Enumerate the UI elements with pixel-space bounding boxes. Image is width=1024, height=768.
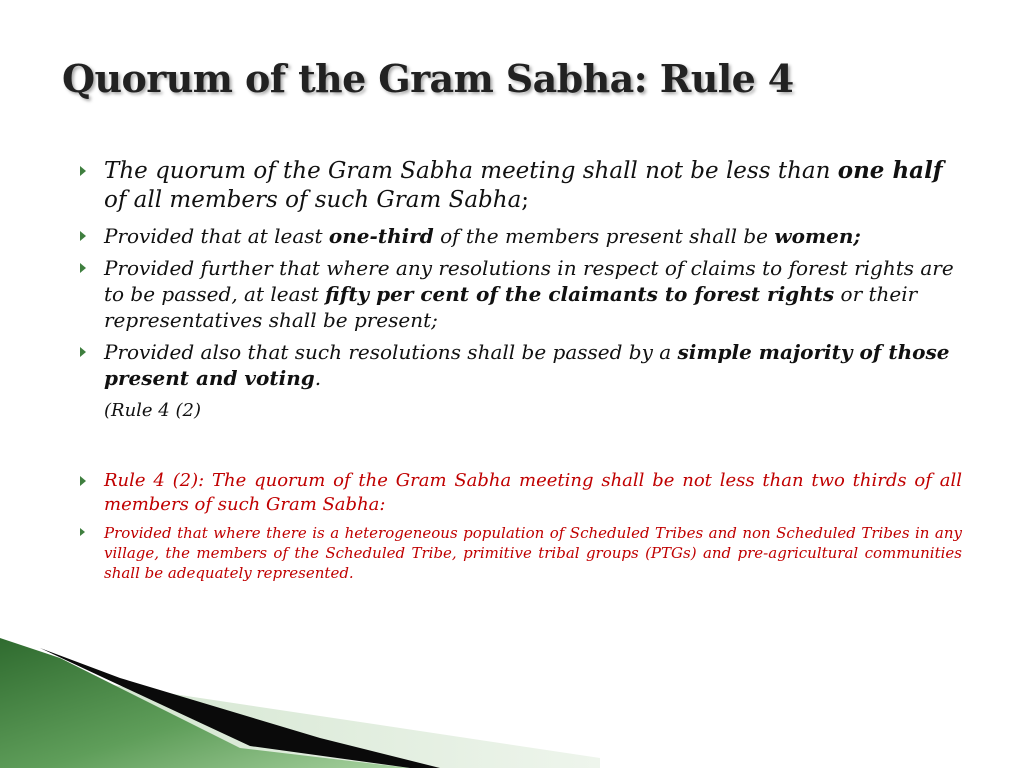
bullet-point-rule-4-2	[78, 469, 962, 517]
emphasis-text: one half	[837, 157, 943, 184]
text-segment: Provided that at least	[104, 224, 329, 248]
slide-title: Quorum of the Gram Sabha: Rule 4	[62, 56, 794, 101]
slide-body	[78, 156, 962, 583]
text-segment: Rule 4 (2): The quorum of the Gram Sabha meeting shall be not less than two thirds of all members of such Gram Sabha:	[104, 470, 962, 515]
decorative-corner-swoosh	[0, 638, 1024, 768]
emphasis-text: one-third	[328, 224, 434, 248]
bullet-point-women	[78, 223, 962, 249]
text-segment: Provided that where there is a heterogeneous population of Scheduled Tribes and non Scheduled Tribes in any village, the members of the Scheduled Tribe, primitive tribal groups (PTGs) and pre-agricultural communities shall be adequately represented.	[104, 524, 962, 582]
text-segment: .	[314, 366, 322, 390]
arrowhead-bullet-icon	[80, 166, 86, 176]
emphasis-text: women;	[774, 224, 861, 248]
text-segment: or their representatives shall be present;	[104, 282, 918, 332]
bullet-point-forest-rights	[78, 255, 962, 333]
emphasis-text: simple majority of those present and voting	[104, 340, 950, 390]
bullet-point-majority	[78, 339, 962, 391]
arrowhead-bullet-icon	[80, 528, 85, 536]
arrowhead-bullet-icon	[80, 231, 86, 241]
arrowhead-bullet-icon	[80, 347, 86, 357]
text-segment: ;	[521, 187, 530, 213]
text-segment: Provided also that such resolutions shall be passed by a	[104, 340, 678, 364]
arrowhead-bullet-icon	[80, 263, 86, 273]
text-segment: The quorum of the Gram Sabha meeting shall not be less than	[104, 158, 838, 184]
arrowhead-bullet-icon	[80, 476, 86, 486]
text-segment: of the members present shall be	[433, 224, 775, 248]
bullet-point-heterogeneous-population	[78, 523, 962, 583]
bullet-point-quorum	[78, 156, 962, 215]
rule-reference: (Rule 4 (2)	[104, 400, 201, 421]
text-segment: of all members of such Gram Sabha	[104, 187, 522, 213]
text-segment: Provided further that where any resolutions in respect of claims to forest rights are to be passed, at least	[104, 256, 954, 306]
emphasis-text: fifty per cent of the claimants to forest rights	[325, 282, 835, 306]
